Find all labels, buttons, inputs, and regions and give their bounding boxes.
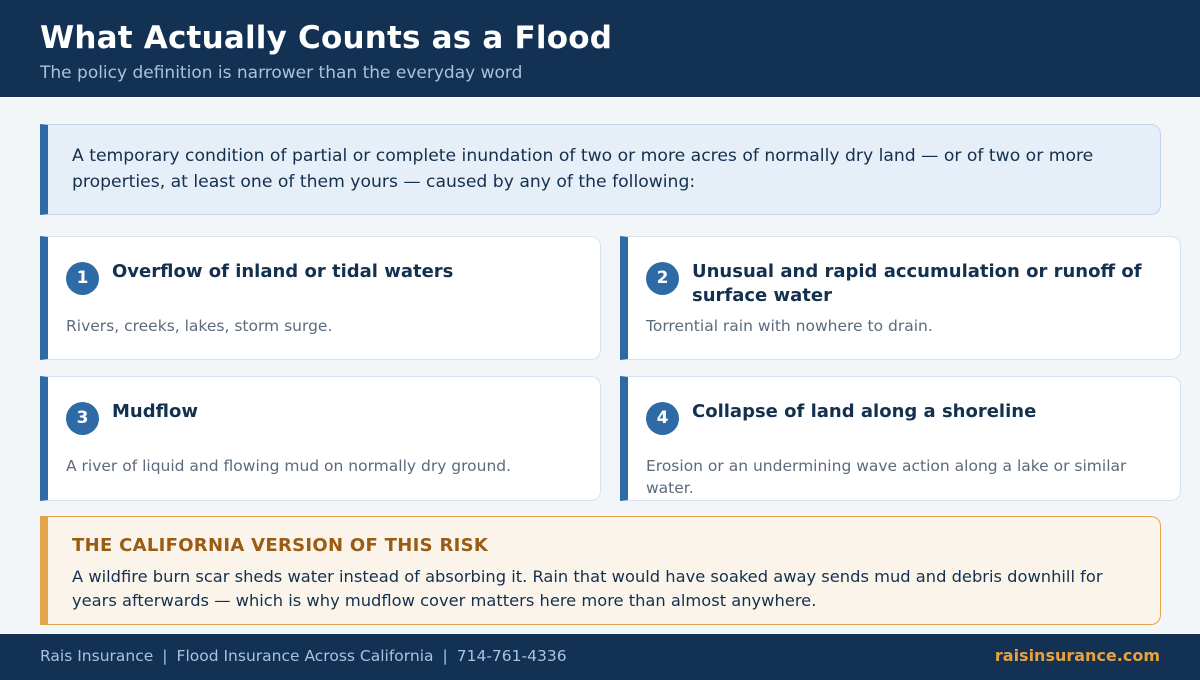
number-badge: 4 (646, 402, 679, 435)
website-link[interactable]: raisinsurance.com (994, 646, 1160, 665)
cause-card-2 (620, 236, 1181, 360)
header-banner (0, 0, 1200, 97)
footer-info (40, 647, 567, 665)
cause-description: Erosion or an undermining wave action along a lake or similar water. (646, 457, 1127, 497)
california-callout (40, 516, 1161, 625)
page-subtitle: The policy definition is narrower than the everyday word (40, 63, 523, 83)
number-badge: 3 (66, 402, 99, 435)
cause-title: Unusual and rapid accumulation or runoff of surface water (692, 261, 1142, 306)
footer-separator: | (442, 647, 448, 665)
footer-bar (0, 634, 1200, 680)
cause-description: A river of liquid and flowing mud on normally dry ground. (66, 457, 512, 475)
cause-card-1 (40, 236, 601, 360)
page-title: What Actually Counts as a Flood (40, 20, 613, 56)
cause-title: Collapse of land along a shoreline (692, 401, 1037, 422)
cause-title: Mudflow (112, 401, 198, 422)
cause-card-3 (40, 376, 601, 501)
phone-number[interactable]: 714-761-4336 (456, 647, 567, 665)
company-name: Rais Insurance (40, 647, 154, 665)
number-badge: 1 (66, 262, 99, 295)
cause-card-4 (620, 376, 1181, 501)
definition-text: A temporary condition of partial or complete inundation of two or more acres of normally dry land — or of two or more properties, at least one of them yours — caused by any of the following: (72, 146, 1094, 192)
definition-box (40, 124, 1161, 215)
cause-description: Rivers, creeks, lakes, storm surge. (66, 317, 333, 335)
footer-separator: | (162, 647, 168, 665)
callout-title: THE CALIFORNIA VERSION OF THIS RISK (72, 535, 489, 556)
cause-description: Torrential rain with nowhere to drain. (646, 317, 933, 335)
cause-title: Overflow of inland or tidal waters (112, 261, 454, 282)
number-badge: 2 (646, 262, 679, 295)
callout-body: A wildfire burn scar sheds water instead of absorbing it. Rain that would have soaked away sends mud and debris downhill for years afterwards — which is why mudflow cover matters here more than almost anywhere. (72, 567, 1103, 610)
footer-tagline: Flood Insurance Across California (176, 647, 434, 665)
